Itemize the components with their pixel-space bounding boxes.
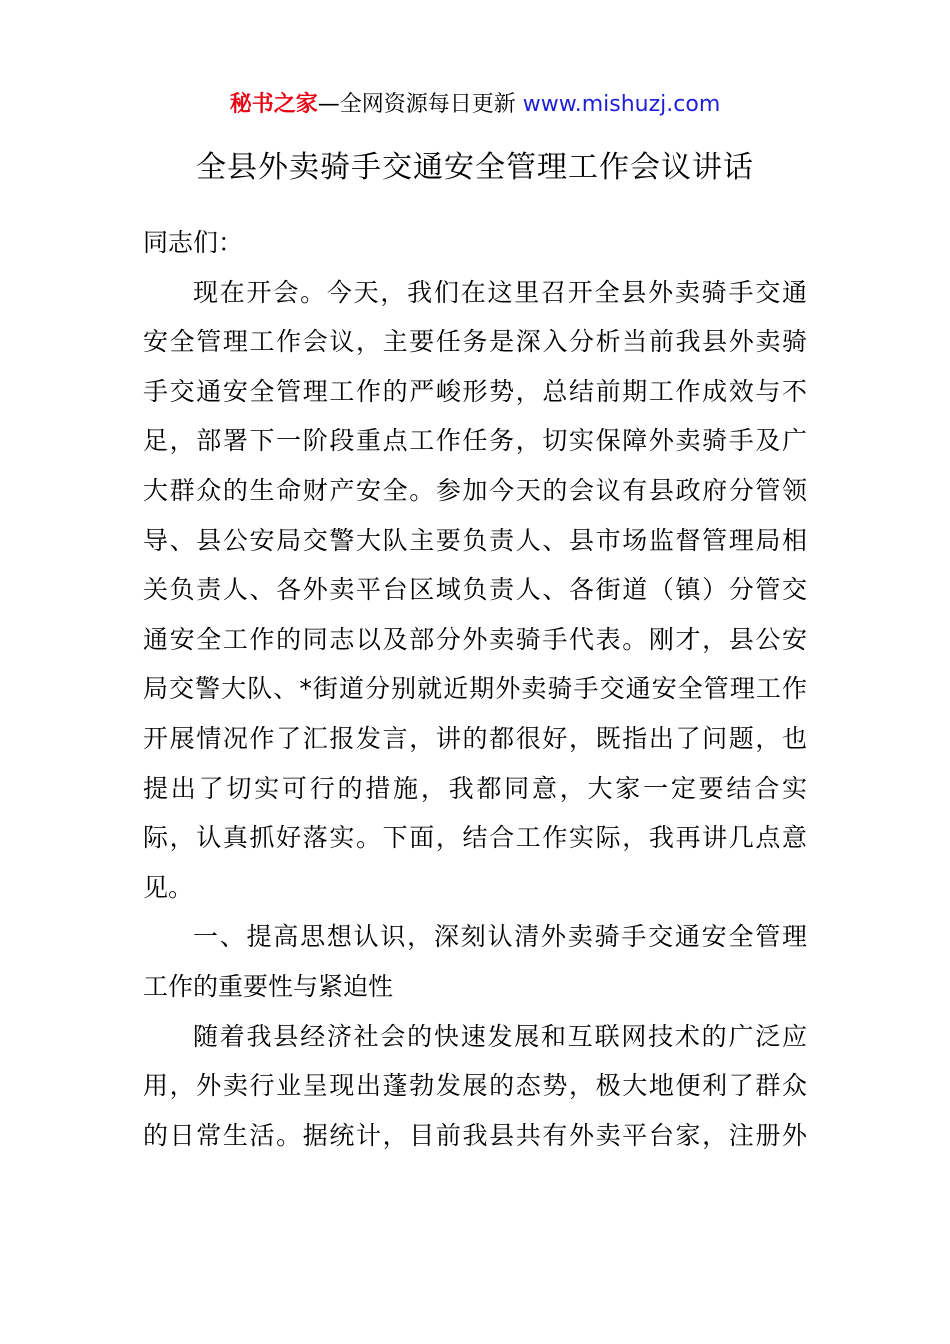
paragraph-line: 大群众的生命财产安全。参加今天的会议有县政府分管领 <box>143 475 807 505</box>
site-tagline: —全网资源每日更新 <box>317 92 516 117</box>
paragraph-line: 际，认真抓好落实。下面，结合工作实际，我再讲几点意 <box>143 823 807 853</box>
document-title: 全县外卖骑手交通安全管理工作会议讲话 <box>196 150 754 185</box>
paragraph-opening <box>143 268 807 913</box>
paragraph-line: 见。 <box>143 872 194 902</box>
section-heading-line: 工作的重要性与紧迫性 <box>143 971 394 1001</box>
document-body <box>143 218 807 1160</box>
paragraph-line: 关负责人、各外卖平台区域负责人、各街道（镇）分管交 <box>143 575 807 605</box>
site-brand: 秘书之家 <box>229 92 318 117</box>
paragraph-section1 <box>143 1012 807 1161</box>
paragraph-line: 现在开会。今天，我们在这里召开全县外卖骑手交通 <box>193 277 807 307</box>
paragraph-line: 局交警大队、*街道分别就近期外卖骑手交通安全管理工作 <box>143 674 807 704</box>
paragraph-line: 导、县公安局交警大队主要负责人、县市场监督管理局相 <box>143 525 807 555</box>
paragraph-line: 的日常生活。据统计，目前我县共有外卖平台家，注册外 <box>143 1120 807 1150</box>
paragraph-line: 通安全工作的同志以及部分外卖骑手代表。刚才，县公安 <box>143 624 807 654</box>
paragraph-line: 用，外卖行业呈现出蓬勃发展的态势，极大地便利了群众 <box>143 1071 807 1101</box>
greeting: 同志们： <box>143 228 244 257</box>
paragraph-line: 随着我县经济社会的快速发展和互联网技术的广泛应 <box>193 1021 807 1051</box>
paragraph-line: 安全管理工作会议，主要任务是深入分析当前我县外卖骑 <box>143 327 807 357</box>
paragraph-line: 开展情况作了汇报发言，讲的都很好，既指出了问题，也 <box>143 723 807 753</box>
section-heading-1 <box>143 912 807 1011</box>
site-header <box>0 88 950 122</box>
paragraph-line: 提出了切实可行的措施，我都同意，大家一定要结合实 <box>143 773 807 803</box>
section-heading-line: 一、提高思想认识，深刻认清外卖骑手交通安全管理 <box>193 922 807 952</box>
paragraph-line: 手交通安全管理工作的严峻形势，总结前期工作成效与不 <box>143 376 807 406</box>
site-url-link[interactable]: www.mishuzj.com <box>522 92 721 117</box>
paragraph-line: 足，部署下一阶段重点工作任务，切实保障外卖骑手及广 <box>143 426 807 456</box>
